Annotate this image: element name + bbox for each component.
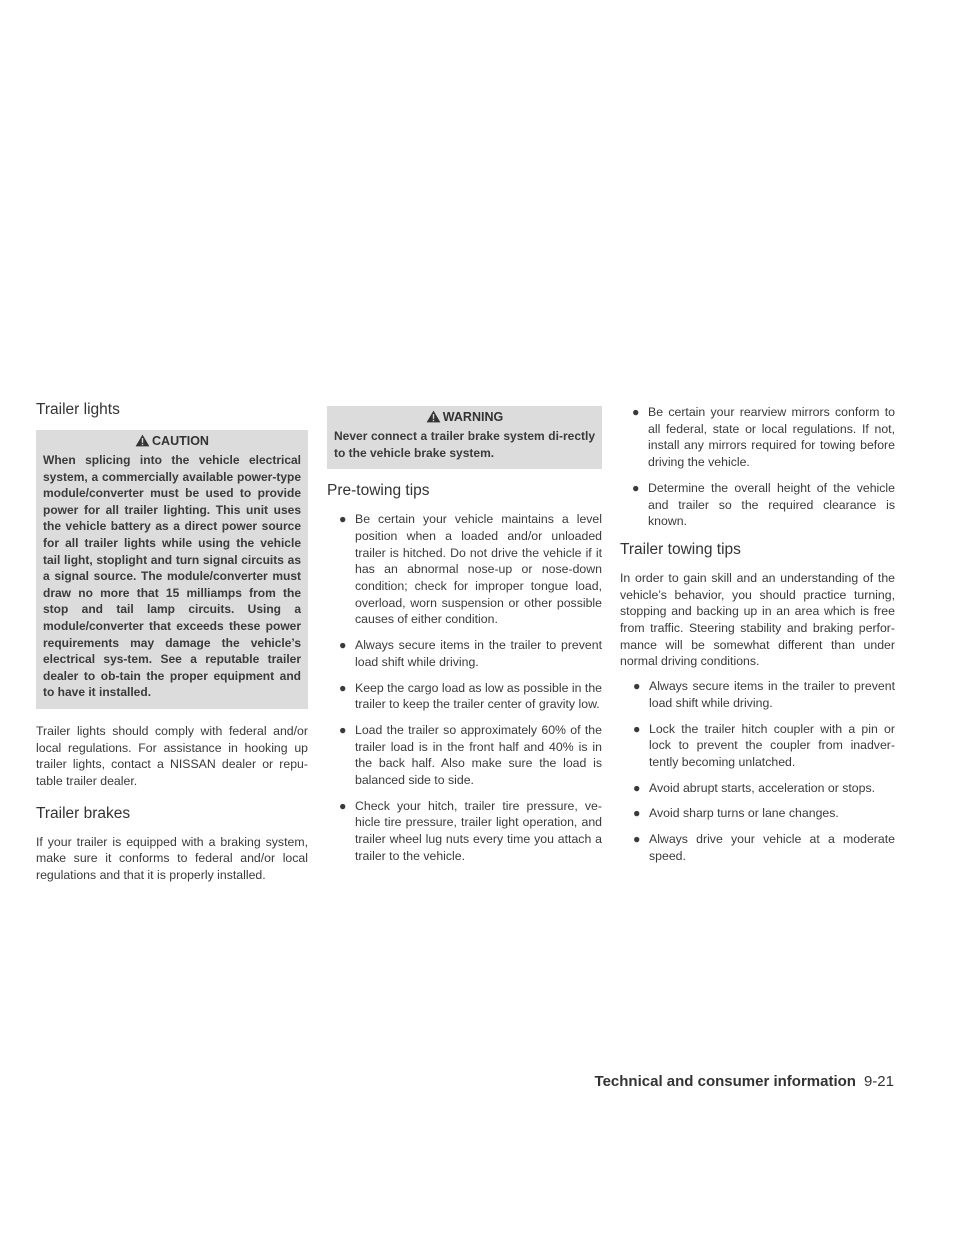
bullet: ● [633,832,641,847]
bullet: ● [339,638,347,653]
caution-box [36,430,308,709]
trailer-brakes-paragraph: If your trailer is equipped with a braking system, make sure it conforms to federal and/or local regulations and that it is properly installed. [36,834,308,883]
column-1 [36,400,308,898]
warning-triangle-icon [135,434,150,447]
list-item-text: Keep the cargo load as low as possible in the trailer to keep the trailer center of gravity low. [355,680,602,712]
list-item [327,637,602,670]
list-item-text: Be certain your rearview mirrors conform to all federal, state or local regulations. If not, install any mirrors required for towing before driving the vehicle. [648,405,895,470]
section-title-trailer-towing-tips: Trailer towing tips [620,540,741,558]
warning-box [327,406,602,469]
list-item [327,722,602,789]
footer-section-title: Technical and consumer information [594,1073,856,1090]
warning-label: WARNING [442,410,504,424]
bullet: ● [632,480,640,495]
page-footer [595,1073,894,1090]
list-item [620,831,895,864]
list-item [327,680,602,713]
section-title-trailer-brakes: Trailer brakes [36,804,131,822]
bullet: ● [339,722,347,737]
trailer-towing-intro: In order to gain skill and an understanding of the vehicle’s behavior, you should practice turning, stopping and backing up in an area which is free from traffic. Steering stability and braking perfor-mance will be somewhat different than under normal driving conditions. [620,570,895,669]
list-item-text: Load the trailer so approximately 60% of the trailer load is in the front half and 40% is in the back half. Also make sure the load is balanced side to side. [355,722,602,788]
bullet: ● [632,405,640,419]
bullet: ● [633,721,641,736]
caution-header [43,430,301,452]
list-item [327,798,602,865]
section-title-pre-towing-tips: Pre-towing tips [327,482,430,500]
bullet: ● [339,512,347,527]
caution-label: CAUTION [152,434,209,448]
list-item [620,805,895,822]
bullet: ● [339,798,347,813]
bullet: ● [633,679,641,694]
list-item-text: Determine the overall height of the vehicle and trailer so the required clearance is known. [648,480,895,529]
list-item-text: Lock the trailer hitch coupler with a pin or lock to prevent the coupler from inadver-tently becoming unlatched. [649,721,895,769]
bullet: ● [633,780,641,795]
trailer-towing-list [620,678,895,864]
caution-text: When splicing into the vehicle electrical system, a commercially available power-type module/converter must be used to provide power for all trailer lighting. This unit uses the vehicle battery as a direct power source for all trailer lights while using the vehicle tail light, stoplight and turn signal circuits as a signal source. The module/converter must draw no more that 15 milliamps from the stop and tail lamp circuits. Using a module/converter that exceeds these power requirements may damage the vehicle’s electrical sys-tem. See a reputable trailer dealer to ob-tain the proper equipment and to have it installed. [43,453,301,700]
list-item [620,404,895,471]
trailer-lights-paragraph: Trailer lights should comply with federal and/or local regulations. For assistance in hooking up trailer lights, contact a NISSAN dealer or repu-table trailer dealer. [36,723,308,789]
list-item-text: Always drive your vehicle at a moderate speed. [649,832,895,863]
warning-triangle-icon [426,410,441,423]
list-item [620,780,895,797]
page-number: 9-21 [863,1073,894,1090]
list-item [620,678,895,711]
list-item-text: Always secure items in the trailer to prevent load shift while driving. [649,679,895,710]
list-item [620,480,895,530]
pre-towing-list [327,511,602,864]
list-item [620,721,895,771]
list-item-text: Avoid sharp turns or lane changes. [649,806,839,821]
list-item-text: Avoid abrupt starts, acceleration or stops. [649,780,876,795]
column-3 [620,404,895,874]
list-item-text: Be certain your vehicle maintains a level position when a loaded and/or unloaded trailer is hitched. Do not drive the vehicle if it has an abnormal nose-up or nose-down condition; check for improper tongue load, overload, worn suspension or other possible causes of either condition. [355,512,602,627]
list-item-text: Check your hitch, trailer tire pressure, ve-hicle tire pressure, trailer light operation, and trailer wheel lug nuts every time you attach a trailer to the vehicle. [355,798,602,863]
bullet: ● [633,806,641,821]
pre-towing-list-continued [620,404,895,530]
section-title-trailer-lights: Trailer lights [36,401,120,418]
list-item [327,511,602,628]
warning-text: Never connect a trailer brake system di-rectly to the vehicle brake system. [334,429,595,460]
list-item-text: Always secure items in the trailer to prevent load shift while driving. [355,638,602,669]
bullet: ● [339,680,347,695]
column-2 [327,406,602,875]
warning-header [334,406,595,428]
